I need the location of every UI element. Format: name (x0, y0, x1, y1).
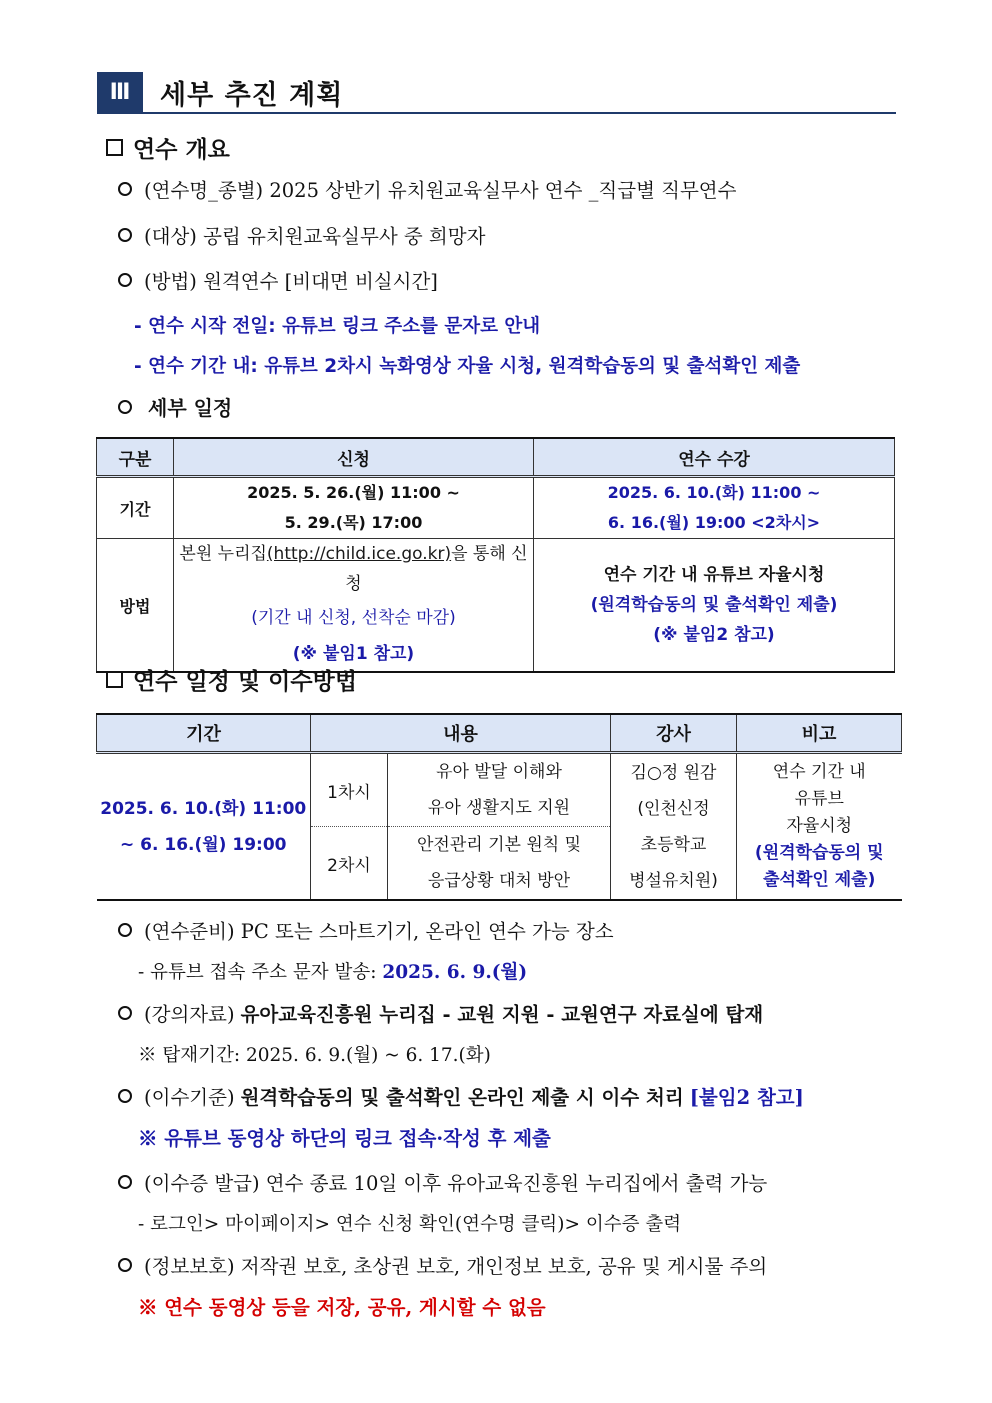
instructor-cell: 김○정 원감 (인천신정 초등학교 병설유치원) (611, 753, 737, 901)
prep-sub: - 유튜브 접속 주소 문자 발송: 2025. 6. 9.(월) (138, 962, 528, 983)
table-header-row (97, 438, 895, 477)
row-label: 방법 (97, 539, 174, 673)
overview-item (118, 175, 736, 203)
table-row (97, 753, 902, 827)
row-label: 기간 (97, 477, 174, 539)
overview-item-text: (방법) 원격연수 [비대면 비실시간] (144, 270, 438, 293)
apply-period-cell: 2025. 5. 26.(월) 11:00 ~ 5. 29.(목) 17:00 (174, 477, 534, 539)
circle-bullet-icon (118, 1258, 132, 1272)
schedule-table (96, 437, 895, 673)
plan-heading-text: 연수 일정 및 이수방법 (133, 669, 357, 695)
header-cell: 연수 수강 (534, 438, 895, 477)
checkbox-square-icon (106, 671, 123, 688)
header-cell: 신청 (174, 438, 534, 477)
checkbox-square-icon (106, 139, 123, 156)
apply-method-cell: 본원 누리집(http://child.ice.go.kr)을 통해 신청 (기간 내 신청, 선착순 마감) (※ 붙임1 참고) (174, 539, 534, 673)
cert-sub: - 로그인> 마이페이지> 연수 신청 확인(연수명 클릭)> 이수증 출력 (138, 1214, 682, 1235)
table-row (97, 539, 895, 673)
method-note: - 연수 시작 전일: 유튜브 링크 주소를 문자로 안내 (134, 316, 541, 337)
session-label: 1차시 (311, 753, 388, 827)
table-row (97, 477, 895, 539)
criteria-sub: ※ 유튜브 동영상 하단의 링크 접속·작성 후 제출 (138, 1127, 551, 1150)
header-cell: 강사 (611, 714, 737, 753)
method-note: - 연수 기간 내: 유튜브 2차시 녹화영상 자율 시청, 원격학습동의 및 출석확인 제출 (134, 356, 801, 377)
homepage-link[interactable]: (http://child.ice.go.kr) (266, 544, 452, 564)
session-content: 유아 발달 이해와 유아 생활지도 지원 (388, 753, 611, 827)
circle-bullet-icon (118, 400, 132, 414)
circle-bullet-icon (118, 1175, 132, 1189)
materials-item: (강의자료) 유아교육진흥원 누리집 - 교원 지원 - 교원연구 자료실에 탑재 (118, 999, 763, 1027)
section-title: 세부 추진 계획 (160, 79, 344, 111)
privacy-sub: ※ 연수 동영상 등을 저장, 공유, 게시할 수 없음 (138, 1296, 546, 1319)
overview-heading-text: 연수 개요 (133, 137, 230, 163)
overview-item (118, 266, 438, 294)
header-cell: 내용 (311, 714, 611, 753)
overview-item-text: (대상) 공립 유치원교육실무사 중 희망자 (144, 225, 486, 248)
criteria-item: (이수기준) 원격학습동의 및 출석확인 온라인 제출 시 이수 처리 [붙임2 참고] (118, 1082, 804, 1110)
section-divider (97, 112, 896, 114)
header-cell: 기간 (97, 714, 311, 753)
header-cell: 구분 (97, 438, 174, 477)
table-header-row (97, 714, 902, 753)
schedule-heading-text: 세부 일정 (148, 396, 233, 420)
schedule-heading (118, 392, 232, 421)
session-content: 안전관리 기본 원칙 및 응급상황 대처 방안 (388, 827, 611, 901)
overview-item-text: (연수명_종별) 2025 상반기 유치원교육실무사 연수 _직급별 직무연수 (144, 179, 737, 202)
circle-bullet-icon (118, 228, 132, 242)
circle-bullet-icon (118, 182, 132, 196)
overview-heading (106, 131, 230, 164)
header-cell: 비고 (737, 714, 902, 753)
course-method-cell: 연수 기간 내 유튜브 자율시청 (원격학습동의 및 출석확인 제출) (※ 붙임2 참고) (534, 539, 895, 673)
session-label: 2차시 (311, 827, 388, 901)
plan-heading (106, 663, 357, 696)
plan-table (96, 713, 902, 901)
course-period-cell: 2025. 6. 10.(화) 11:00 ~ 6. 16.(월) 19:00 <2차시> (534, 477, 895, 539)
prep-item: (연수준비) PC 또는 스마트기기, 온라인 연수 가능 장소 (118, 916, 614, 944)
cert-item: (이수증 발급) 연수 종료 10일 이후 유아교육진흥원 누리집에서 출력 가능 (118, 1168, 767, 1196)
circle-bullet-icon (118, 1089, 132, 1103)
circle-bullet-icon (118, 923, 132, 937)
circle-bullet-icon (118, 1006, 132, 1020)
remark-cell: 연수 기간 내 유튜브 자율시청 (원격학습동의 및 출석확인 제출) (737, 753, 902, 901)
circle-bullet-icon (118, 273, 132, 287)
materials-sub: ※ 탑재기간: 2025. 6. 9.(월) ~ 6. 17.(화) (138, 1045, 491, 1066)
plan-period-cell: 2025. 6. 10.(화) 11:00 ~ 6. 16.(월) 19:00 (97, 753, 311, 901)
privacy-item: (정보보호) 저작권 보호, 초상권 보호, 개인정보 보호, 공유 및 게시물 주의 (118, 1251, 767, 1279)
section-number: Ⅲ (97, 72, 143, 112)
overview-item (118, 221, 485, 249)
